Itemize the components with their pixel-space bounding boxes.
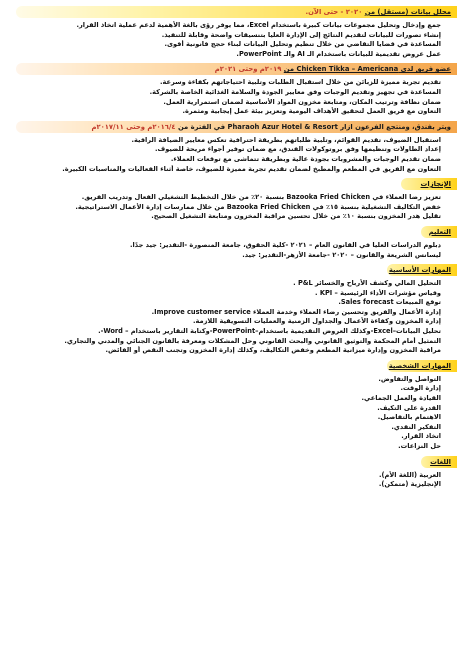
list-item: ● إنشاء تصورات للبيانات لتقديم النتائج إلى الإدارة العليا بتنسيقات واضحة وقابلة للتنفيذ. (16, 31, 441, 41)
list-item: ● إدارة الأعمال والفريق وتحسين رضاء العملاء وخدمة العملاء Improve customer service. (16, 308, 441, 318)
list-item: ● وقياس مؤشرات الأداء الرئيسية – KPI . (16, 289, 441, 299)
list-item: ● المساعدة في قضايا التقاضي من خلال تنظيم وتحليل البيانات لبناء حجج قانونية أقوى. (16, 40, 441, 50)
job-duties-list (16, 78, 457, 116)
list-item: ● التحليل المالي وكشف الأرباح والخسائر P&L . (16, 279, 441, 289)
list-item: ● تقديم تجربة مميزة للزبائن من خلال استقبال الطلبات وتلبية احتياجاتهم بكفاءة وسرعة. (16, 78, 441, 88)
list-item: ● ضمان نظافة وترتيب المكان، ومتابعة مخزون المواد الأساسية لضمان استمرارية العمل. (16, 98, 441, 108)
list-item: ● الاهتمام بالتفاصيل. (16, 413, 441, 423)
job-dates: ٢٠١٩م وحتى ٢٠٢١م (214, 65, 282, 74)
job-title-bar-waiter (16, 121, 457, 133)
job-title-bar-team-member (16, 63, 457, 75)
list-item: ● المساعدة في تجهيز وتقديم الوجبات وفق معايير الجودة والسلامة الغذائية الخاصة بالشركة. (16, 88, 441, 98)
list-item: ● استقبال الضيوف، تقديم القوائم، وتلبية طلباتهم بطريقة احترافية تعكس معايير الضيافة الراقية. (16, 136, 441, 146)
achievements-section (16, 178, 457, 190)
list-item: ● القدرة على التكيف. (16, 404, 441, 414)
list-item: ● ليسانس الشريعة والقانون – ٢٠٢٠ -جامعة الأزهر-التقدير: جيد. (16, 251, 441, 261)
job-title-bar-data-analyst (16, 6, 457, 18)
list-item: ● ضمان تقديم الوجبات والمشروبات بجودة عالية وبطريقة تتماشى مع توقعات العملاء. (16, 155, 441, 165)
list-item: ● التواصل والتفاوض. (16, 375, 441, 385)
list-item: ● مراقبة المخزون وإدارة ميزانية المطعم وخفض التكاليف، وكذلك إدارة المخزون وتجنب النقص أو الفائض. (16, 346, 441, 356)
list-item: ● دبلوم الدراسات العليا في القانون العام – ٢٠٢١ -كلية الحقوق، جامعة المنصورة -التقدير: جيد جدًا. (16, 241, 441, 251)
section-heading: التعليم (421, 226, 457, 238)
list-item: ● الإنجليزية (متمكن). (16, 480, 441, 490)
list-item: ● جمع وإدخال وتحليل مجموعات بيانات كبيرة باستخدام Excel، مما يوفر رؤى بالغة الأهمية لدعم عملية اتخاذ القرار. (16, 21, 441, 31)
core-skills-list (16, 279, 457, 356)
list-item: ● القيادة والعمل الجماعي. (16, 394, 441, 404)
job-duties-list (16, 136, 457, 174)
personal-skills-section (16, 360, 457, 372)
job-title: عضو فريق لدى Chicken Tikka – Americana من (283, 65, 451, 74)
list-item: ● تعزيز رضا العملاء في Bazooka Fried Chicken بنسبة ٢٠٪ من خلال التخطيط التشغيلي الفعال وتدريب الفريق. (16, 193, 441, 203)
languages-list (16, 471, 457, 490)
education-section (16, 226, 457, 238)
section-heading: الإنجازات (401, 178, 457, 190)
list-item: ● التمثيل أمام المحكمة والتوثيق القانوني والبحث القانوني وحل المشكلات ومعرفة بالقانون الجنائي والمدني والتجاري. (16, 337, 441, 347)
list-item: ● إعداد الطاولات وتنظيمها وفق بروتوكولات الفندق، مع ضمان توفير أجواء مريحة للضيوف. (16, 145, 441, 155)
job-title: ويتر بفندق، ومنتجع الفرعون ازار Pharaoh Azur Hotel & Resort في الفترة من (177, 122, 451, 131)
list-item: ● إدارة المخزون وكفاءة الأعمال والجداول الزمنية والعمليات التسويقية اللازمة. (16, 317, 441, 327)
list-item: ● تحليل البيانات–Excel-وكذلك العروض التقديمية باستخدام–PowerPoint-وكتابة التقارير باستخدام – Word-. (16, 327, 441, 337)
section-heading: اللغات (421, 456, 457, 468)
languages-section (16, 456, 457, 468)
list-item: ● اتخاذ القرار. (16, 432, 441, 442)
section-heading: المهارات الشخصية (387, 360, 457, 372)
core-skills-section (16, 264, 457, 276)
job-duties-list (16, 21, 457, 59)
list-item: ● التعاون مع فريق العمل لتحقيق الأهداف اليومية وتعزيز بيئة عمل إيجابية ومثمرة. (16, 107, 441, 117)
list-item: ● تقليل هدر المخزون بنسبة ١٠٪ من خلال تحسين مراقبة المخزون ومتابعة التشغيل الصحيح. (16, 212, 441, 222)
list-item: ● العربية (اللغة الأم). (16, 471, 441, 481)
section-heading: المهارات الأساسية (387, 264, 457, 276)
list-item: ● التعاون مع الفريق في المطعم والمطبخ لضمان تقديم تجربة مميزة للضيوف، خاصة أثناء الفعاليات والمناسبات الكبيرة. (16, 165, 441, 175)
list-item: ● التفكير النقدي. (16, 423, 441, 433)
job-dates: ٢٠٢٠ - حتى الآن. (305, 8, 363, 16)
list-item: ● حل النزاعات. (16, 442, 441, 452)
list-item: ● توقع المبيعات Sales forecast. (16, 298, 441, 308)
job-title: محلل بيانات (مستقل) من (364, 8, 451, 16)
list-item: ● خفض التكاليف التشغيلية بنسبة ١٥٪ في Bazooka Fried Chicken من خلال ممارسات إدارة الأعمال الاستراتيجية. (16, 203, 441, 213)
job-dates: ٢٠١٦/٤م وحتى ٢٠١٧/١١م (91, 122, 176, 131)
education-list (16, 241, 457, 260)
list-item: ● عمل عروض تقديمية للبيانات باستخدام الـ AI والـ PowerPoint. (16, 50, 441, 60)
personal-skills-list (16, 375, 457, 452)
achievements-list (16, 193, 457, 222)
list-item: ● إدارة الوقت. (16, 384, 441, 394)
